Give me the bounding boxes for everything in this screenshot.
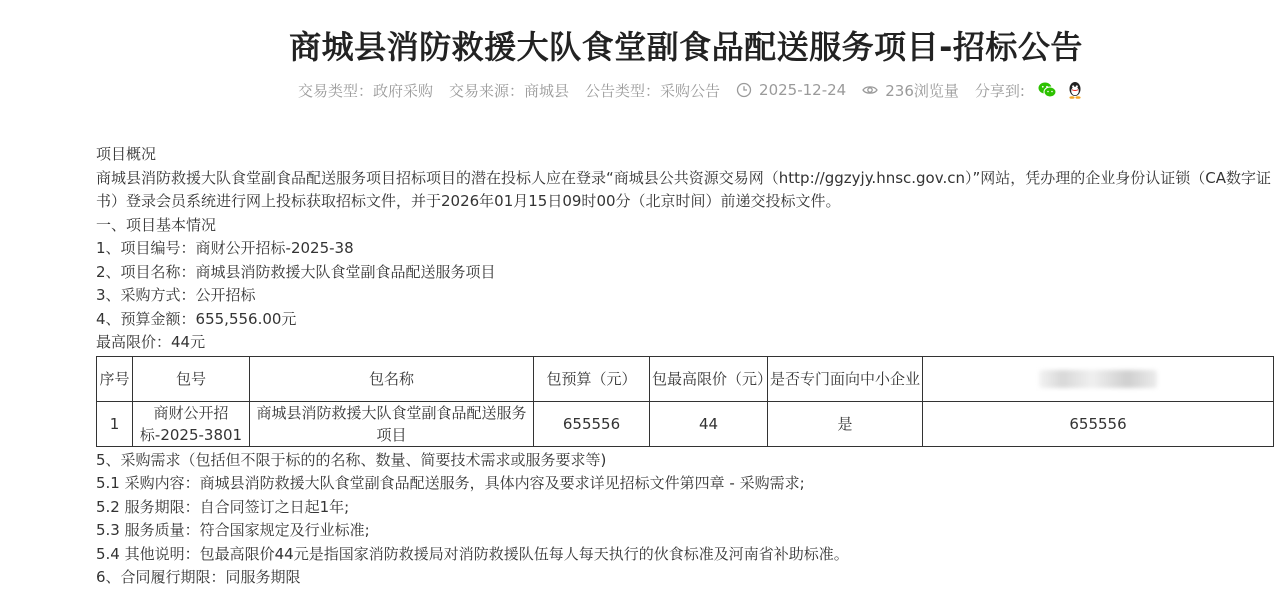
table-cell: 是 xyxy=(768,401,923,446)
qq-icon[interactable] xyxy=(1065,80,1085,100)
table-cell: 商财公开招标-2025-3801 xyxy=(133,401,250,446)
trade-type: 交易类型：政府采购 xyxy=(298,81,434,100)
table-header-cell: 包最高限价（元） xyxy=(650,356,768,401)
table-header-cell: 包名称 xyxy=(250,356,534,401)
table-header-cell: 是否专门面向中小企业 xyxy=(768,356,923,401)
view-count-text: 236浏览量 xyxy=(885,81,959,100)
requirement-quality: 5.3 服务质量：符合国家规定及行业标准; xyxy=(96,521,370,539)
contract-period: 6、合同履行期限：同服务期限 xyxy=(96,568,301,586)
requirement-content: 5.1 采购内容：商城县消防救援大队食堂副食品配送服务，具体内容及要求详见招标文件第四章 - 采购需求; xyxy=(96,474,805,492)
table-cell: 655556 xyxy=(923,401,1274,446)
table-cell: 1 xyxy=(97,401,133,446)
publish-date xyxy=(736,81,846,99)
view-count xyxy=(862,80,959,101)
project-name: 2、项目名称：商城县消防救援大队食堂副食品配送服务项目 xyxy=(96,262,496,281)
notice-content xyxy=(96,143,1276,590)
notice-type: 公告类型：采购公告 xyxy=(585,81,721,100)
overview-text: 商城县消防救援大队食堂副食品配送服务项目招标项目的潜在投标人应在登录“商城县公共资源交易网（http://ggzyjy.hnsc.gov.cn）”网站，凭办理的企业身份认证锁（CA数字证书）登录会员系统进行网上投标获取招标文件，并于2026年01月15日09时00分（北京时间）前递交投标文件。 xyxy=(96,168,1271,210)
page-title: 商城县消防救援大队食堂副食品配送服务项目-招标公告 xyxy=(289,28,1083,66)
table-header-cell-redacted xyxy=(923,356,1274,401)
section-basic-info: 一、项目基本情况 xyxy=(96,215,217,234)
requirements-heading: 5、采购需求（包括但不限于标的的名称、数量、简要技术需求或服务要求等) xyxy=(96,450,607,469)
table-cell: 655556 xyxy=(534,401,650,446)
requirement-other: 5.4 其他说明：包最高限价44元是指国家消防救援局对消防救援队伍每人每天执行的伙食标准及河南省补助标准。 xyxy=(96,544,849,563)
requirement-period: 5.2 服务期限：自合同签订之日起1年; xyxy=(96,497,350,516)
trade-source: 交易来源：商城县 xyxy=(449,81,570,100)
project-number: 1、项目编号：商财公开招标-2025-38 xyxy=(96,239,354,257)
table-header-cell: 包预算（元） xyxy=(534,356,650,401)
redacted-blur xyxy=(1039,370,1157,388)
share-bar xyxy=(975,80,1085,101)
budget-amount: 4、预算金额：655,556.00元 xyxy=(96,309,297,328)
package-table xyxy=(96,356,1274,447)
table-header-row xyxy=(97,356,1274,401)
eye-icon xyxy=(862,82,878,98)
notice-meta-bar xyxy=(298,78,1101,102)
table-header-cell: 包号 xyxy=(133,356,250,401)
clock-icon xyxy=(736,82,752,98)
overview-heading: 项目概况 xyxy=(96,145,157,163)
max-price: 最高限价：44元 xyxy=(96,333,206,351)
table-cell: 44 xyxy=(650,401,768,446)
publish-date-text: 2025-12-24 xyxy=(759,81,847,99)
share-label: 分享到: xyxy=(974,81,1025,100)
table-header-cell: 序号 xyxy=(97,356,133,401)
procurement-method: 3、采购方式：公开招标 xyxy=(96,286,256,304)
table-row xyxy=(97,401,1274,446)
wechat-icon[interactable] xyxy=(1037,80,1057,100)
table-cell: 商城县消防救援大队食堂副食品配送服务项目 xyxy=(250,401,534,446)
